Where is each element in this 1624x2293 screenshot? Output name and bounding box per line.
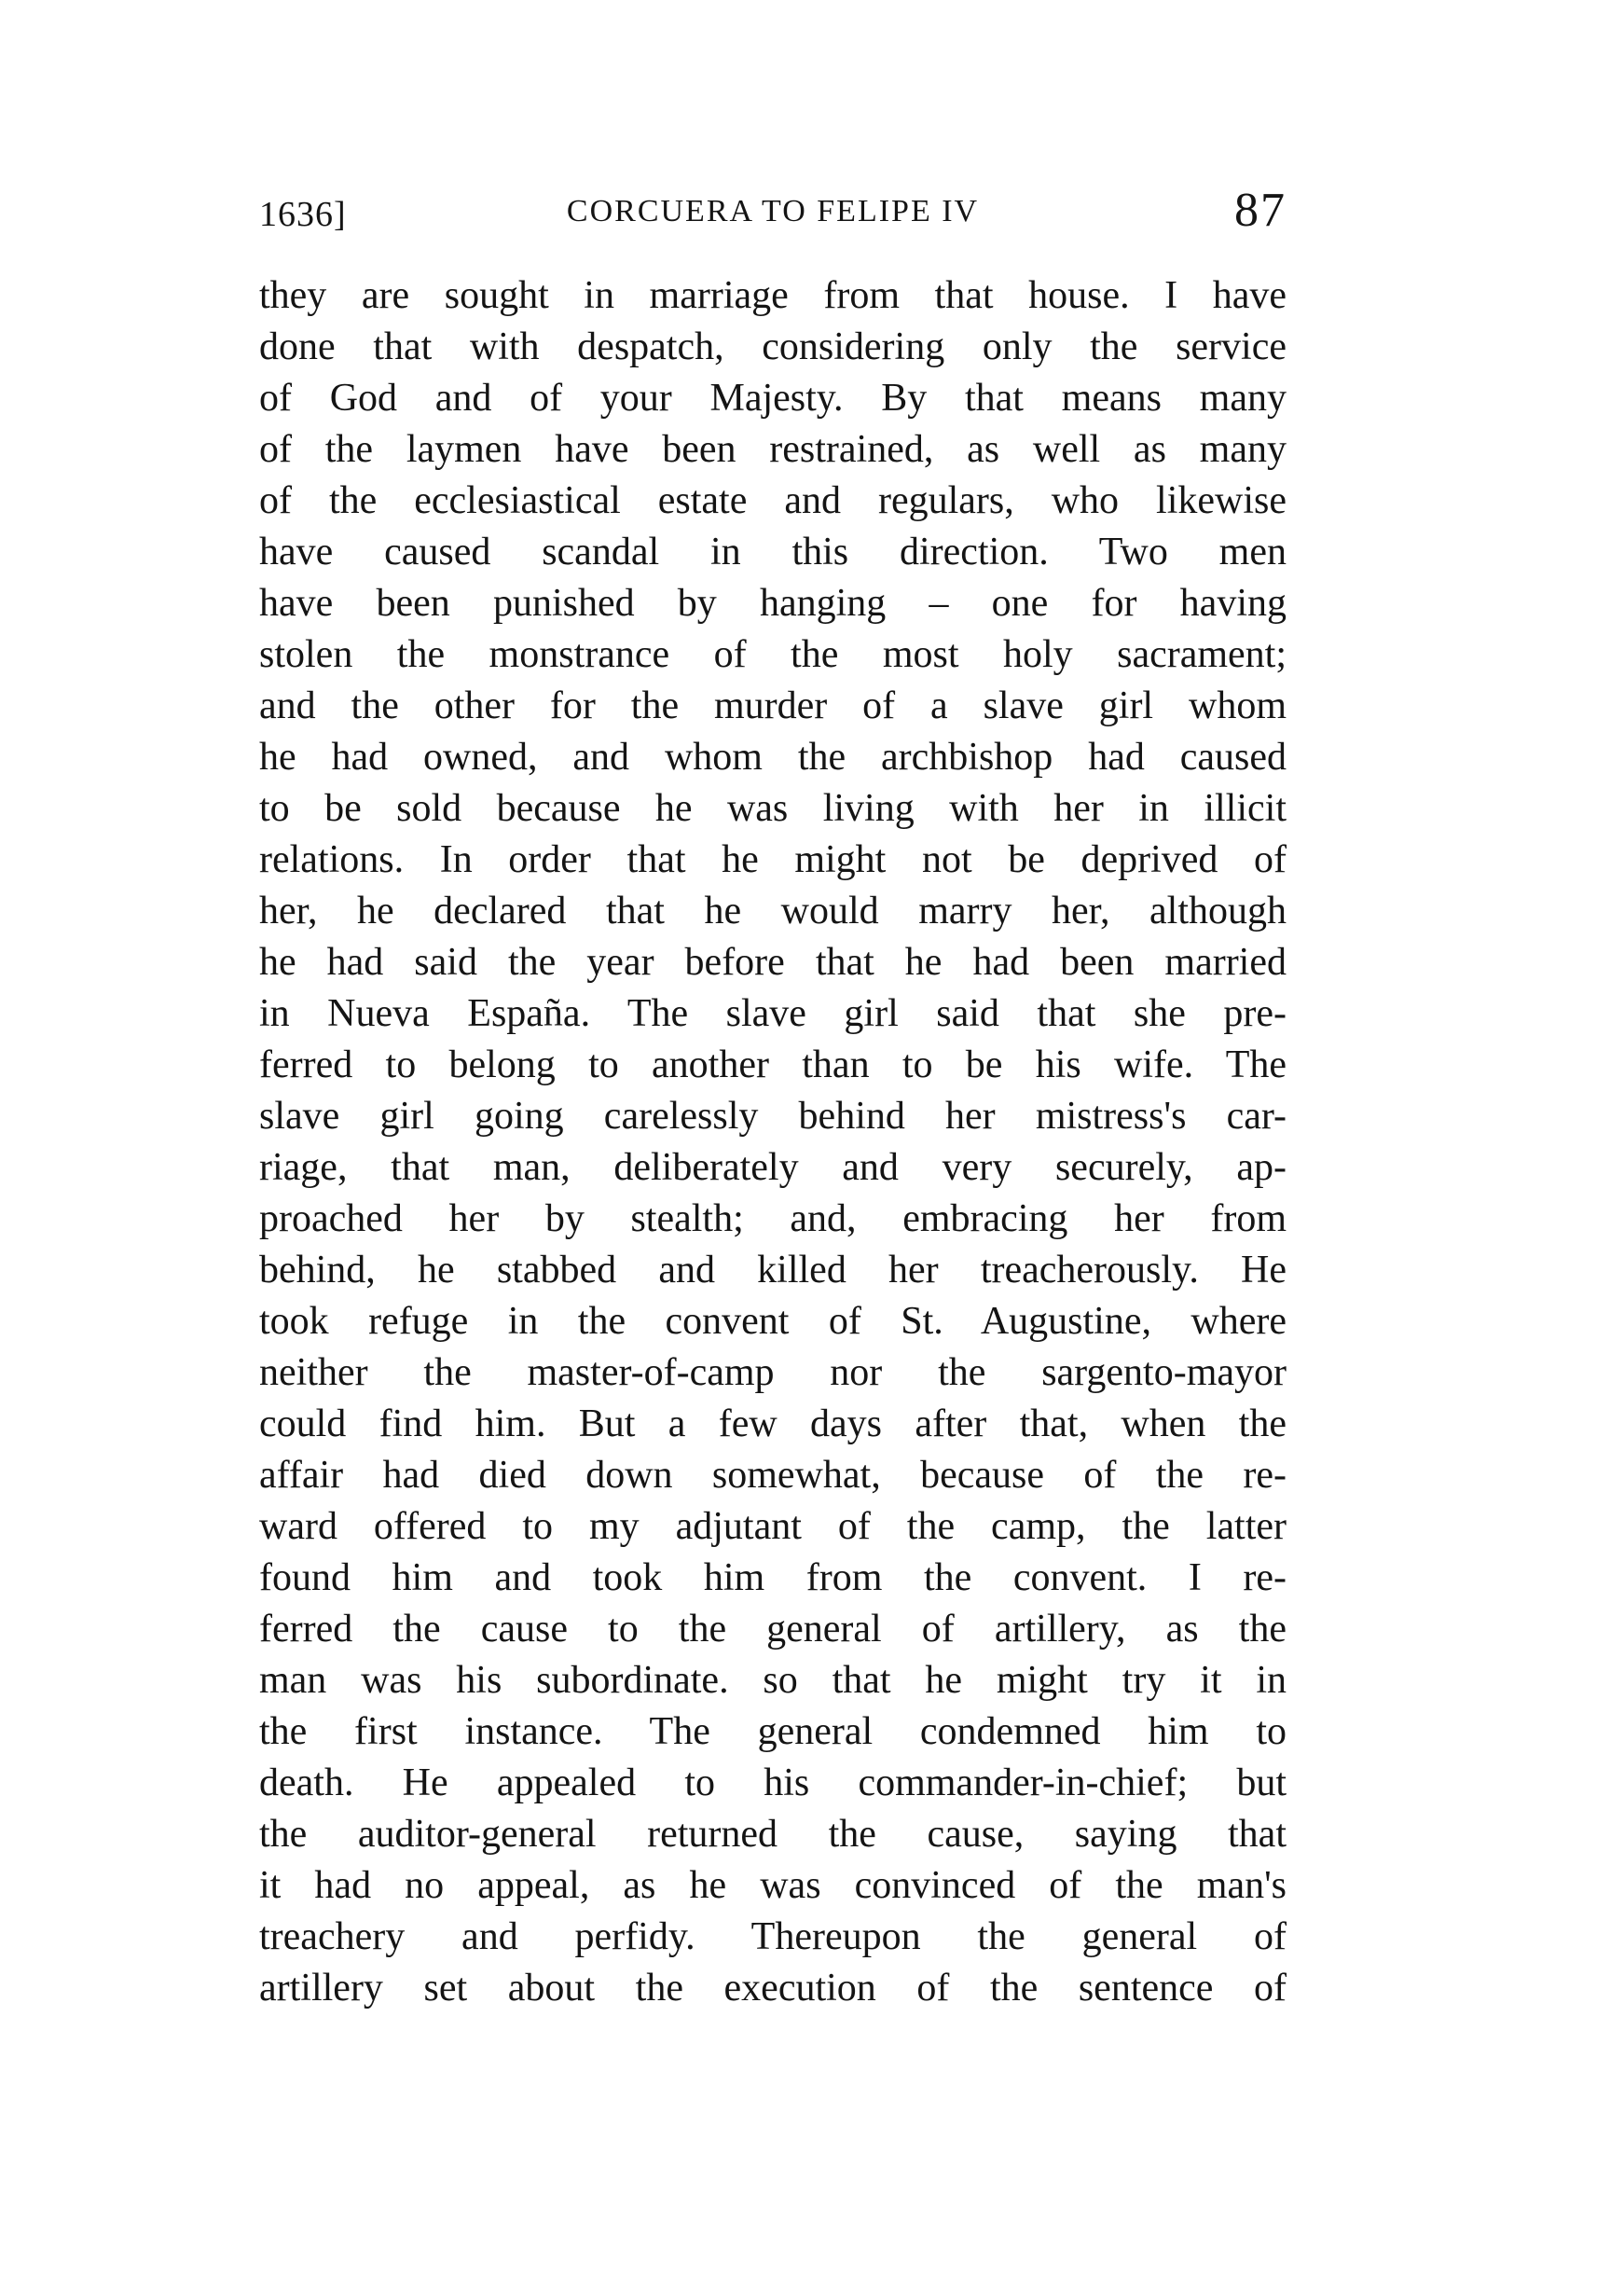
text-line: stolen the monstrance of the most holy sacrament; [259,633,1287,676]
text-line: proached her by stealth; and, embracing her from [259,1197,1287,1240]
text-line: affair had died down somewhat, because of the re- [259,1454,1287,1497]
text-line: have caused scandal in this direction. Two men [259,531,1287,573]
year-folio: 1636] [259,195,347,234]
text-line: of the ecclesiastical estate and regulars, who likewise [259,479,1287,522]
text-line: found him and took him from the convent. I re- [259,1556,1287,1599]
text-line: ferred to belong to another than to be his wife. The [259,1043,1287,1086]
running-head [259,183,1287,248]
text-line: have been punished by hanging – one for having [259,582,1287,625]
text-line: to be sold because he was living with her in illicit [259,787,1287,830]
text-line: neither the master-of-camp nor the sargento-mayor [259,1351,1287,1394]
page-number: 87 [1234,184,1287,237]
text-line: ferred the cause to the general of artillery, as the [259,1608,1287,1651]
text-line: he had owned, and whom the archbishop had caused [259,736,1287,779]
text-line: man was his subordinate. so that he might try it in [259,1659,1287,1702]
text-line: took refuge in the convent of St. Augustine, where [259,1300,1287,1343]
text-line: slave girl going carelessly behind her mistress's car- [259,1095,1287,1138]
text-line: done that with despatch, considering only the service [259,325,1287,368]
text-line: relations. In order that he might not be deprived of [259,838,1287,881]
text-line: he had said the year before that he had been married [259,941,1287,984]
text-line: behind, he stabbed and killed her treacherously. He [259,1249,1287,1292]
text-line: in Nueva España. The slave girl said that she pre- [259,992,1287,1035]
text-line: the first instance. The general condemned him to [259,1710,1287,1753]
text-line: and the other for the murder of a slave girl whom [259,684,1287,727]
body-text [259,270,1287,2014]
text-line: artillery set about the execution of the sentence of [259,1967,1287,2010]
text-line: of God and of your Majesty. By that means many [259,377,1287,420]
text-line: her, he declared that he would marry her, although [259,890,1287,932]
text-line: they are sought in marriage from that house. I have [259,274,1287,317]
text-line: ward offered to my adjutant of the camp, the latter [259,1505,1287,1548]
text-line: the auditor-general returned the cause, saying that [259,1813,1287,1856]
text-line: of the laymen have been restrained, as well as many [259,428,1287,471]
text-line: could find him. But a few days after that, when the [259,1402,1287,1445]
chapter-title: CORCUERA TO FELIPE IV [566,194,980,228]
text-line: death. He appealed to his commander-in-chief; but [259,1761,1287,1804]
text-line: riage, that man, deliberately and very securely, ap- [259,1146,1287,1189]
text-line: treachery and perfidy. Thereupon the general of [259,1915,1287,1958]
text-line: it had no appeal, as he was convinced of the man's [259,1864,1287,1907]
